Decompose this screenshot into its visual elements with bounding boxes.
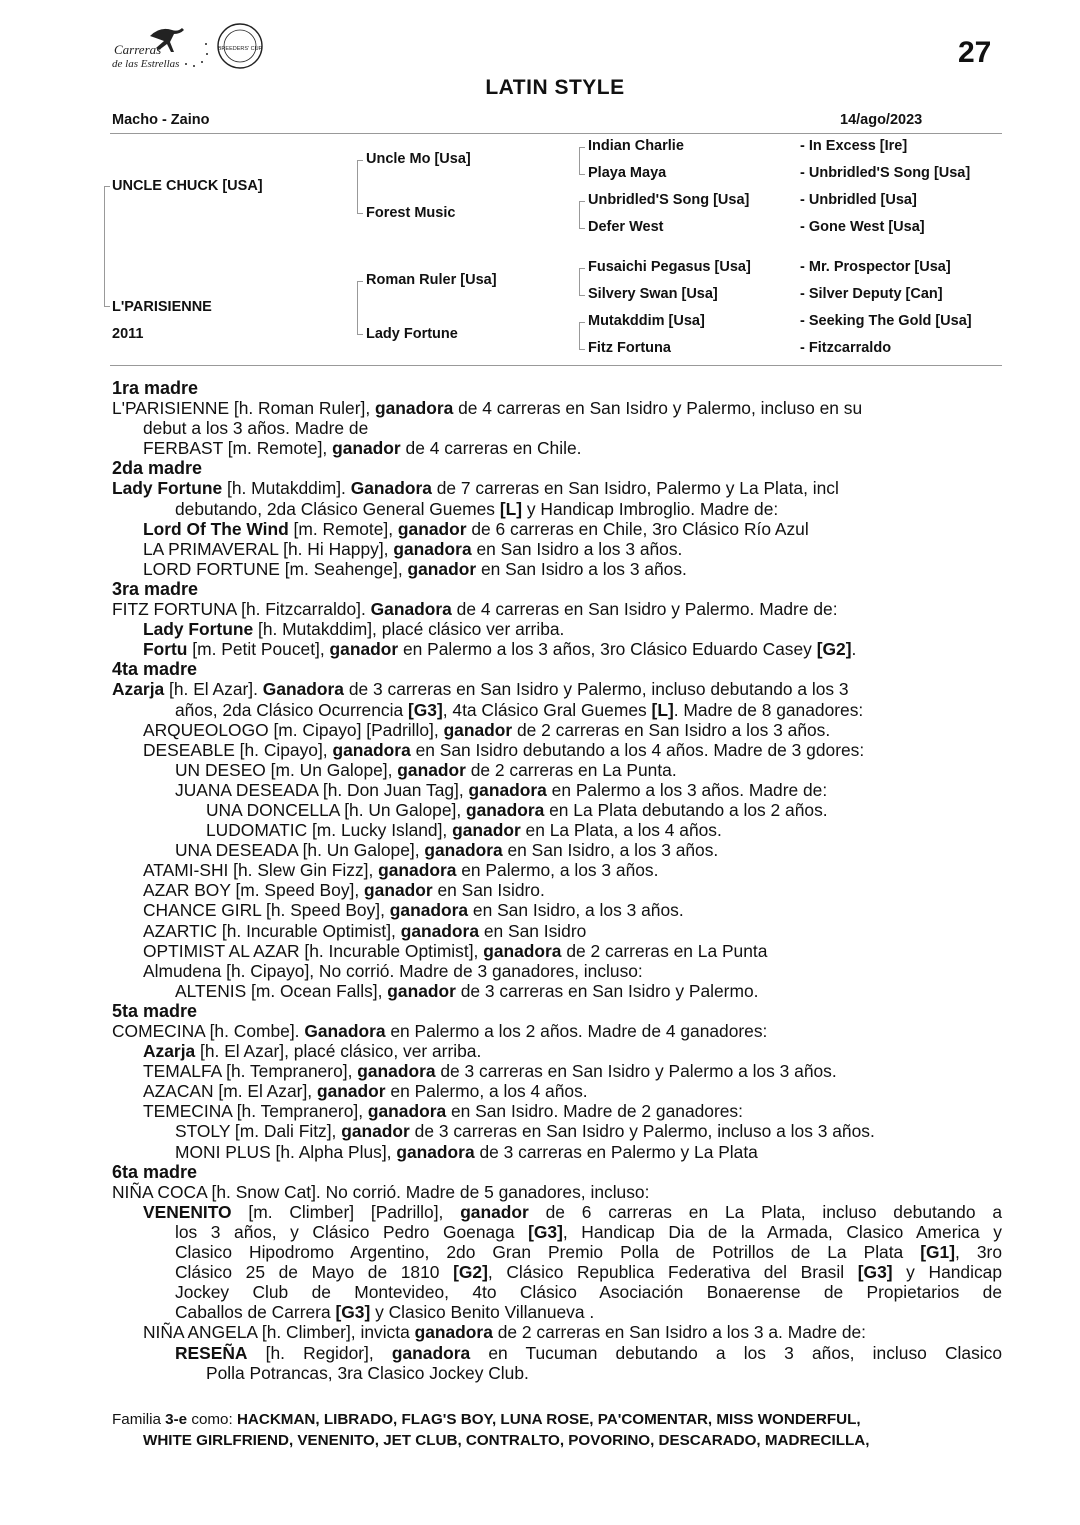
text-segment: de 6 carreras en Chile, 3ro Clásico Río Azul [466,518,809,539]
text-segment: , 4ta Clásico Gral Guemes [442,699,652,720]
text-line [112,760,1002,780]
text-line [112,1101,1002,1121]
text-line [112,921,1002,941]
text-segment: FITZ FORTUNA [h. Fitzcarraldo]. [112,599,371,620]
text-segment: en Palermo a los 3 años, 3ro Clásico Eduardo Casey [398,639,817,660]
text-segment: [h. El Azar]. [164,679,263,700]
footer-mid: como: [187,1411,237,1428]
ped-unbridleds-song-2-label: Unbridled'S Song [Usa] [808,165,971,181]
bracket-gen2-bottom [357,281,363,335]
bold-segment: ganador [332,438,401,459]
text-segment: L'PARISIENNE [h. Roman Ruler], [112,398,375,419]
text-line [112,720,1002,740]
ped-silver-deputy-label: Silver Deputy [Can] [808,286,943,302]
section-heading [112,458,1002,478]
text-segment: COMECINA [h. Combe]. [112,1021,305,1041]
ped-unbridleds-song: Unbridled'S Song [Usa] [588,192,750,208]
ped-in-excess: - In Excess [Ire] [800,138,908,154]
bold-segment: VENENITO [143,1201,232,1222]
text-segment: de 3 carreras en San Isidro y Palermo. [455,980,759,1001]
bold-segment: ganador [407,558,477,579]
bold-segment: ganadora [396,1141,475,1162]
text-line [112,1061,1002,1081]
text-line [112,981,1002,1001]
bold-segment: ganadora [357,1061,436,1082]
text-segment: los 3 años, y Clásico Pedro Goenaga [175,1221,529,1242]
ped-fitzcarraldo-label: Fitzcarraldo [808,340,892,356]
ped-seeking-the-gold: - Seeking The Gold [Usa] [800,313,972,329]
text-line [112,941,1002,961]
text-segment: Almudena [h. Cipayo], No corrió. Madre de 3 ganadores, incluso: [143,960,643,981]
text-line [112,1322,1002,1342]
female-family-text [112,378,1002,1383]
bold-segment: Lady Fortune [143,619,254,640]
text-line [112,398,1002,418]
bold-segment: ganador [443,719,513,740]
text-segment: . Madre de 8 ganadores: [673,699,864,720]
text-line [112,700,1002,720]
bold-segment: ganadora [466,799,545,820]
bold-segment: [G1] [920,1242,956,1263]
text-segment: , 3ro [955,1242,1002,1263]
bracket-gen3-b [579,201,585,229]
ped-fusaichi-pegasus: Fusaichi Pegasus [Usa] [588,259,751,275]
bold-segment: ganador [452,820,521,841]
text-segment: STOLY [m. Dali Fitz], [175,1121,342,1142]
report-date: 14/ago/2023 [840,112,923,128]
text-segment: UNA DONCELLA [h. Un Galope], [206,799,467,820]
ped-forest-music: Forest Music [366,205,456,221]
text-segment: en San Isidro. [432,880,545,901]
ped-roman-ruler: Roman Ruler [Usa] [366,272,497,288]
text-segment: 1ra madre [112,378,199,398]
text-line [112,1363,1002,1383]
bold-segment: ganadora [468,779,547,800]
text-line [112,599,1002,619]
text-segment: , Clásico Republica Federativa del Brasil [487,1262,858,1283]
footer-names-1: HACKMAN, LIBRADO, FLAG'S BOY, LUNA ROSE, PA'COMENTAR, MISS WONDERFUL, [236,1411,861,1428]
section-heading [112,659,1002,679]
bold-segment: ganadora [400,920,479,941]
text-line [112,1021,1002,1041]
text-segment: de 2 carreras en San Isidro a los 3 a. Madre de: [492,1322,867,1343]
ped-mr-prospector-label: Mr. Prospector [Usa] [808,259,951,275]
bracket-dam [104,306,110,307]
bold-segment: ganadora [374,398,454,419]
bold-segment: ganador [397,518,467,539]
bracket-gen3-a [579,147,585,175]
bold-segment: ganadora [378,860,457,881]
text-line [112,1222,1002,1242]
text-segment: de 3 carreras en San Isidro y Palermo, incluso a los 3 años. [409,1121,875,1142]
text-segment: de 3 carreras en San Isidro y Palermo, incluso debutando a los 3 [343,679,849,700]
text-segment: de 4 carreras en San Isidro y Palermo, incluso en su [453,398,863,419]
text-line [112,820,1002,840]
text-line [112,1302,1002,1322]
footer-prefix: Familia [112,1411,166,1428]
bold-segment: Ganadora [370,599,452,620]
bold-segment: ganadora [414,1322,493,1343]
text-segment: de 6 carreras en La Plata, incluso debutando a [528,1201,1002,1222]
text-segment: de 2 carreras en San Isidro a los 3 años. [512,719,831,740]
ped-unbridleds-song-2: - Unbridled'S Song [Usa] [800,165,971,181]
bold-segment: ganadora [332,739,411,760]
text-segment: y Handicap [892,1262,1002,1283]
text-segment: Clásico 25 de Mayo de 1810 [175,1262,454,1283]
text-segment: , Handicap Dia de la Armada, Clasico America y [562,1221,1002,1242]
sire-name: UNCLE CHUCK [USA] [112,178,263,194]
bracket-gen1 [104,186,105,306]
ped-gone-west: - Gone West [Usa] [800,219,925,235]
text-segment: en La Plata, a los 4 años. [520,820,722,841]
bold-segment: [L] [651,699,674,720]
text-segment: Polla Potrancas, 3ra Clasico Jockey Club. [206,1362,529,1383]
ped-uncle-mo: Uncle Mo [Usa] [366,151,471,167]
text-segment: Jockey Club de Montevideo, 4to Clásico Asociación Bonaerense de Propietarios de [175,1282,1002,1303]
text-line [112,740,1002,760]
ped-fitzcarraldo: - Fitzcarraldo [800,340,892,356]
bold-segment: [G3] [335,1302,371,1323]
text-line [112,499,1002,519]
text-segment: MONI PLUS [h. Alpha Plus], [175,1141,397,1162]
text-line [112,1182,1002,1202]
text-segment: 6ta madre [112,1161,198,1182]
text-line [112,900,1002,920]
text-segment: en Palermo a los 2 años. Madre de 4 ganadores: [385,1021,768,1041]
bracket-gen3-c [579,268,585,296]
text-line [112,840,1002,860]
bold-segment: ganador [341,1121,410,1142]
text-segment: [h. Mutakddim]. [222,478,351,499]
text-segment: de 4 carreras en Chile. [400,438,582,459]
text-segment: . [851,639,857,660]
text-segment: [h. Mutakddim], placé clásico ver arriba. [253,619,565,640]
text-segment: en San Isidro. Madre de 2 ganadores: [446,1101,743,1122]
text-segment: OPTIMIST AL AZAR [h. Incurable Optimist], [143,940,484,961]
bold-segment: [G3] [857,1262,893,1283]
bold-segment: ganador [387,980,456,1001]
text-segment: [m. Petit Poucet], [187,639,330,660]
bracket-gen3-d [579,322,585,350]
footer-line-2 [112,1430,1002,1451]
text-segment: DESEABLE [h. Cipayo], [143,739,333,760]
text-line [112,1262,1002,1282]
text-segment: LUDOMATIC [m. Lucky Island], [206,820,453,841]
text-segment: AZACAN [m. El Azar], [143,1081,317,1102]
bold-segment: Lord Of The Wind [143,518,289,539]
text-segment: en Tucuman debutando a los 3 años, incluso Clasico [470,1342,1002,1363]
bold-segment: ganador [316,1081,386,1102]
ped-defer-west: Defer West [588,219,664,235]
text-segment: 2da madre [112,458,203,479]
section-heading [112,579,1002,599]
bold-segment: ganadora [367,1101,447,1122]
text-segment: y Handicap Imbroglio. Madre de: [522,498,779,519]
text-line [112,1202,1002,1222]
bold-segment: ganadora [393,538,472,559]
bold-segment: ganador [364,880,433,901]
bold-segment: Ganadora [304,1021,386,1041]
text-line [112,780,1002,800]
ped-unbridled: - Unbridled [Usa] [800,192,917,208]
text-line [112,679,1002,699]
text-segment: en Palermo, a los 4 años. [385,1081,588,1102]
bold-segment: [G2] [453,1262,488,1283]
ped-fitz-fortuna: Fitz Fortuna [588,340,671,356]
birth-year: 2011 [112,326,144,342]
text-segment: en San Isidro a los 3 años. [471,538,683,559]
bold-segment: Lady Fortune [112,478,223,499]
bold-segment: ganadora [391,1342,471,1363]
text-line [112,800,1002,820]
text-segment: AZARTIC [h. Incurable Optimist], [143,920,401,941]
footer-names-2: WHITE GIRLFRIEND, VENENITO, JET CLUB, CONTRALTO, POVORINO, DESCARADO, MADRECILLA, [143,1432,870,1449]
text-line [112,860,1002,880]
text-segment: de 2 carreras en La Punta. [465,759,677,780]
family-footer [112,1409,1002,1451]
text-segment: en San Isidro, a los 3 años. [502,840,719,861]
text-segment: NIÑA ANGELA [h. Climber], invicta [143,1322,415,1343]
text-line [112,559,1002,579]
text-segment: FERBAST [m. Remote], [143,438,333,459]
text-segment: años, 2da Clásico Ocurrencia [175,699,408,720]
text-segment: ALTENIS [m. Ocean Falls], [175,980,388,1001]
text-segment: debutando, 2da Clásico General Guemes [175,498,500,519]
text-line [112,438,1002,458]
text-line [112,961,1002,981]
text-line [112,639,1002,659]
text-line [112,478,1002,498]
bold-segment: Ganadora [350,478,432,499]
section-heading [112,1001,1002,1021]
text-segment: en San Isidro a los 3 años. [476,558,687,579]
text-segment: JUANA DESEADA [h. Don Juan Tag], [175,779,469,800]
text-line [112,1142,1002,1162]
bold-segment: ganadora [483,940,562,961]
page-number: 27 [958,36,992,69]
text-segment: LA PRIMAVERAL [h. Hi Happy], [143,538,394,559]
text-segment: LORD FORTUNE [m. Seahenge], [143,558,408,579]
text-segment: Caballos de Carrera [175,1302,336,1323]
footer-family: 3-e [165,1411,188,1428]
bracket-gen2-top [357,160,363,214]
text-line [112,519,1002,539]
bold-segment: [G3] [407,699,443,720]
text-segment: UN DESEO [m. Un Galope], [175,759,398,780]
ped-seeking-the-gold-label: Seeking The Gold [Usa] [808,313,972,329]
dam-name: L'PARISIENNE [112,299,212,315]
page-title: LATIN STYLE [485,76,625,99]
text-segment: de 3 carreras en Palermo y La Plata [474,1141,758,1162]
text-segment: [h. El Azar], placé clásico, ver arriba. [195,1041,482,1062]
text-line [112,1282,1002,1302]
text-line [112,539,1002,559]
ped-gone-west-label: Gone West [Usa] [808,219,925,235]
bold-segment: RESEÑA [175,1342,248,1363]
footer-line-1 [112,1409,1002,1430]
text-segment: 5ta madre [112,1000,198,1021]
section-heading [112,378,1002,398]
sex-color: Macho - Zaino [112,112,210,128]
text-segment: ARQUEOLOGO [m. Cipayo] [Padrillo], [143,719,444,740]
bold-segment: [L] [499,498,523,519]
text-segment: NIÑA COCA [h. Snow Cat]. No corrió. Madre de 5 ganadores, incluso: [112,1181,650,1202]
text-segment: UNA DESEADA [h. Un Galope], [175,840,425,861]
ped-mutakddim: Mutakddim [Usa] [588,313,705,329]
text-segment: en Palermo a los 3 años. Madre de: [546,779,828,800]
pedigree-table [0,0,1080,380]
text-line [112,1121,1002,1141]
text-segment: TEMALFA [h. Tempranero], [143,1061,358,1082]
ped-silver-deputy: - Silver Deputy [Can] [800,286,943,302]
text-segment: en San Isidro debutando a los 4 años. Madre de 3 gdores: [410,739,865,760]
text-segment: debut a los 3 años. Madre de [143,418,369,439]
logo-text-top: Carreras [114,42,162,57]
text-segment: 3ra madre [112,578,199,599]
bold-segment: ganadora [389,900,469,921]
text-line [112,1242,1002,1262]
text-line [112,1343,1002,1363]
ped-unbridled-label: Unbridled [Usa] [808,192,917,208]
text-segment: ATAMI-SHI [h. Slew Gin Fizz], [143,860,379,881]
ped-indian-charlie: Indian Charlie [588,138,684,154]
bold-segment: ganador [460,1201,529,1222]
text-line [112,880,1002,900]
section-heading [112,1162,1002,1182]
text-line [112,418,1002,438]
bold-segment: Azarja [112,679,165,700]
text-segment: CHANCE GIRL [h. Speed Boy], [143,900,390,921]
bold-segment: Ganadora [262,679,344,700]
ped-playa-maya: Playa Maya [588,165,667,181]
text-segment: y Clasico Benito Villanueva . [370,1302,595,1323]
text-segment: en San Isidro, a los 3 años. [468,900,684,921]
ped-silvery-swan: Silvery Swan [Usa] [588,286,718,302]
bold-segment: [G2] [816,639,852,660]
logo-seal-text: BREEDERS' CUP [217,46,263,52]
ped-lady-fortune: Lady Fortune [366,326,458,342]
bold-segment: ganador [329,639,399,660]
ped-in-excess-label: In Excess [Ire] [808,138,908,154]
text-segment: en San Isidro [479,920,587,941]
text-line [112,1081,1002,1101]
text-segment: Clasico Hipodromo Argentino, 2do Gran Premio Polla de Potrillos de La Plata [175,1242,921,1263]
text-segment: AZAR BOY [m. Speed Boy], [143,880,365,901]
text-segment: de 4 carreras en San Isidro y Palermo. Madre de: [451,599,838,620]
text-segment: de 2 carreras en La Punta [561,940,768,961]
text-segment: 4ta madre [112,659,198,680]
text-segment: en Palermo, a los 3 años. [456,860,659,881]
text-segment: [m. Climber] [Padrillo], [231,1201,461,1222]
bold-segment: ganadora [424,840,503,861]
text-line [112,1041,1002,1061]
text-segment: TEMECINA [h. Tempranero], [143,1101,368,1122]
ped-mr-prospector: - Mr. Prospector [Usa] [800,259,951,275]
logo-text-bottom: de las Estrellas [112,58,180,70]
bold-segment: ganador [397,759,466,780]
text-segment: de 7 carreras en San Isidro, Palermo y La Plata, incl [431,478,839,499]
bold-segment: Azarja [143,1041,196,1062]
text-segment: en La Plata debutando a los 2 años. [544,799,828,820]
bold-segment: [G3] [528,1221,563,1242]
text-segment: de 3 carreras en San Isidro y Palermo a los 3 años. [435,1061,837,1082]
text-segment: [m. Remote], [288,518,398,539]
text-line [112,619,1002,639]
text-segment: [h. Regidor], [247,1342,392,1363]
bold-segment: Fortu [143,639,188,660]
